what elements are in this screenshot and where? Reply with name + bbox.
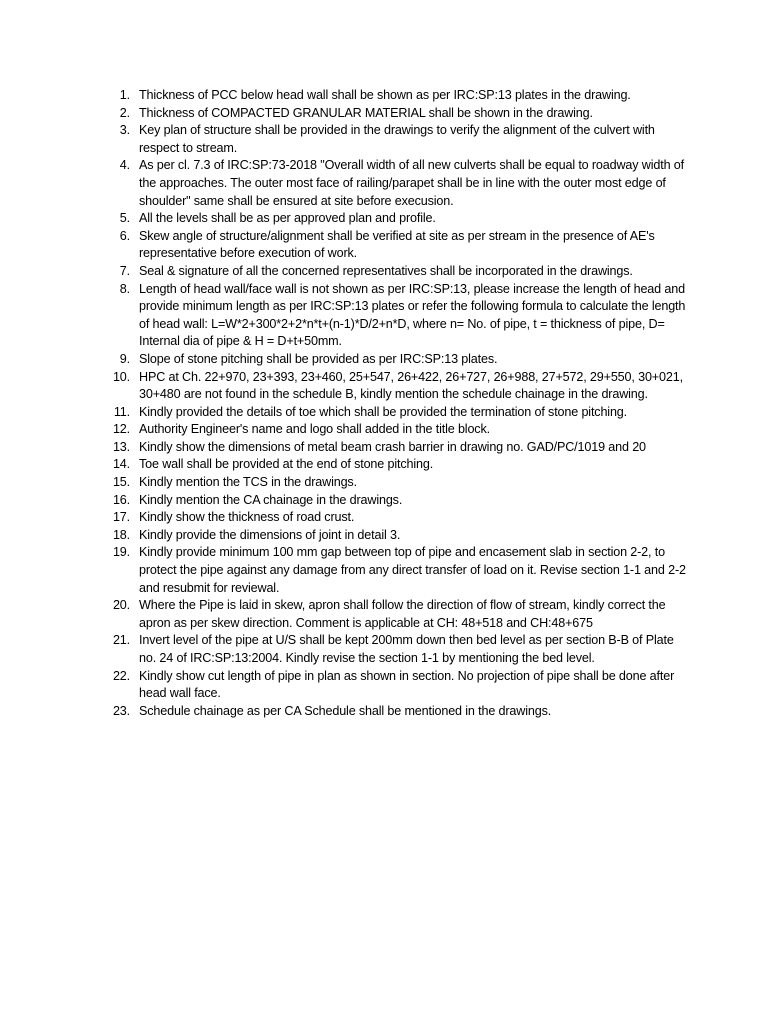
item-text: Invert level of the pipe at U/S shall be kept 200mm down then bed level as per section B-B of Plate no. 24 of IRC:SP:13:2004. Kindly revise the section 1-1 by mentioning the bed level.: [139, 633, 674, 665]
item-text: Thickness of COMPACTED GRANULAR MATERIAL shall be shown in the drawing.: [139, 105, 593, 120]
item-number: 13.: [112, 439, 130, 454]
item-text: Kindly show cut length of pipe in plan as shown in section. No projection of pipe shall be done after head wall face.: [139, 668, 675, 701]
item-number: 18.: [112, 527, 130, 542]
comment-item: [0, 105, 690, 123]
item-number: 17.: [112, 510, 130, 525]
item-number: 22.: [112, 668, 130, 683]
item-text: HPC at Ch. 22+970, 23+393, 23+460, 25+547, 26+422, 26+727, 26+988, 27+572, 29+550, 30+021, 30+480 are not found in the schedule B, kindly mention the schedule chainage in the drawing.: [139, 369, 683, 402]
comment-item: [0, 351, 690, 369]
item-text: Authority Engineer's name and logo shall added in the title block.: [139, 422, 490, 437]
comment-item: [0, 87, 690, 105]
comment-item: [0, 404, 690, 422]
item-number: 8.: [119, 281, 130, 296]
item-number: 16.: [112, 492, 130, 507]
comment-item: [0, 703, 690, 721]
item-number: 9.: [119, 351, 130, 366]
item-number: 12.: [112, 422, 130, 437]
item-text: All the levels shall be as per approved plan and profile.: [139, 211, 436, 226]
item-text: Thickness of PCC below head wall shall be shown as per IRC:SP:13 plates in the drawing.: [139, 88, 631, 102]
item-text: Key plan of structure shall be provided in the drawings to verify the alignment of the culvert with respect to stream.: [139, 123, 655, 155]
item-number: 6.: [119, 228, 130, 243]
comment-item: [0, 527, 690, 545]
item-number: 14.: [112, 457, 130, 472]
item-number: 20.: [112, 598, 130, 613]
item-number: 23.: [112, 703, 130, 718]
item-text: Where the Pipe is laid in skew, apron shall follow the direction of flow of stream, kindly correct the apron as per skew direction. Comment is applicable at CH: 48+518 and CH:48+675: [139, 598, 666, 630]
item-number: 1.: [119, 88, 130, 102]
item-number: 4.: [119, 158, 130, 173]
item-text: Kindly provide minimum 100 mm gap between top of pipe and encasement slab in section 2-2, to protect the pipe against any damage from any direct transfer of load on it. Revise section 1-1 and 2-2 and resubmit for reviewal.: [139, 545, 686, 595]
comment-item: [0, 544, 690, 597]
comment-item: [0, 228, 690, 263]
item-number: 7.: [119, 263, 130, 278]
comment-item: [0, 369, 690, 404]
comment-item: [0, 281, 690, 351]
item-text: Kindly show the thickness of road crust.: [139, 510, 355, 525]
item-number: 2.: [119, 105, 130, 120]
item-number: 11.: [113, 404, 130, 419]
comment-item: [0, 439, 690, 457]
item-text: Skew angle of structure/alignment shall be verified at site as per stream in the presence of AE's representative before execution of work.: [139, 228, 655, 261]
item-text: Kindly provide the dimensions of joint in detail 3.: [139, 527, 401, 542]
item-text: Kindly mention the CA chainage in the drawings.: [139, 492, 403, 507]
item-number: 19.: [112, 545, 130, 560]
item-number: 15.: [112, 475, 130, 490]
comment-item: [0, 421, 690, 439]
comment-item: [0, 474, 690, 492]
comment-item: [0, 668, 690, 703]
item-number: 21.: [112, 633, 130, 648]
item-text: Slope of stone pitching shall be provided as per IRC:SP:13 plates.: [139, 351, 498, 366]
item-number: 10.: [112, 369, 130, 384]
item-number: 3.: [119, 123, 130, 138]
item-text: Kindly show the dimensions of metal beam crash barrier in drawing no. GAD/PC/1019 and 20: [139, 439, 646, 454]
comment-item: [0, 456, 690, 474]
comment-item: [0, 632, 690, 667]
item-text: Length of head wall/face wall is not shown as per IRC:SP:13, please increase the length of head and provide minimum length as per IRC:SP:13 plates or refer the following formula to calculate the length of head wall: L=W*2+300*2+2*n*t+(n-1)*D/2+n*D, where n= No. of pipe, t = thickness of pipe, D= Internal dia of pipe & H = D+t+50mm.: [139, 281, 686, 349]
item-text: Kindly mention the TCS in the drawings.: [139, 475, 357, 490]
comment-list: [0, 87, 690, 720]
comment-item: [0, 492, 690, 510]
comment-item: [0, 597, 690, 632]
comment-item: [0, 122, 690, 157]
item-text: Toe wall shall be provided at the end of stone pitching.: [139, 457, 434, 472]
item-text: Seal & signature of all the concerned representatives shall be incorporated in the drawings.: [139, 263, 633, 278]
item-text: Kindly provided the details of toe which shall be provided the termination of stone pitching.: [139, 404, 628, 419]
comment-item: [0, 263, 690, 281]
item-text: Schedule chainage as per CA Schedule shall be mentioned in the drawings.: [139, 703, 552, 718]
comment-item: [0, 210, 690, 228]
comment-item: [0, 509, 690, 527]
item-number: 5.: [119, 211, 130, 226]
item-text: As per cl. 7.3 of IRC:SP:73-2018 "Overall width of all new culverts shall be equal to roadway width of the approaches. The outer most face of railing/parapet shall be in line with the outer most edge of shoulder" same shall be ensured at site before execusion.: [139, 158, 684, 208]
comment-item: [0, 157, 690, 210]
